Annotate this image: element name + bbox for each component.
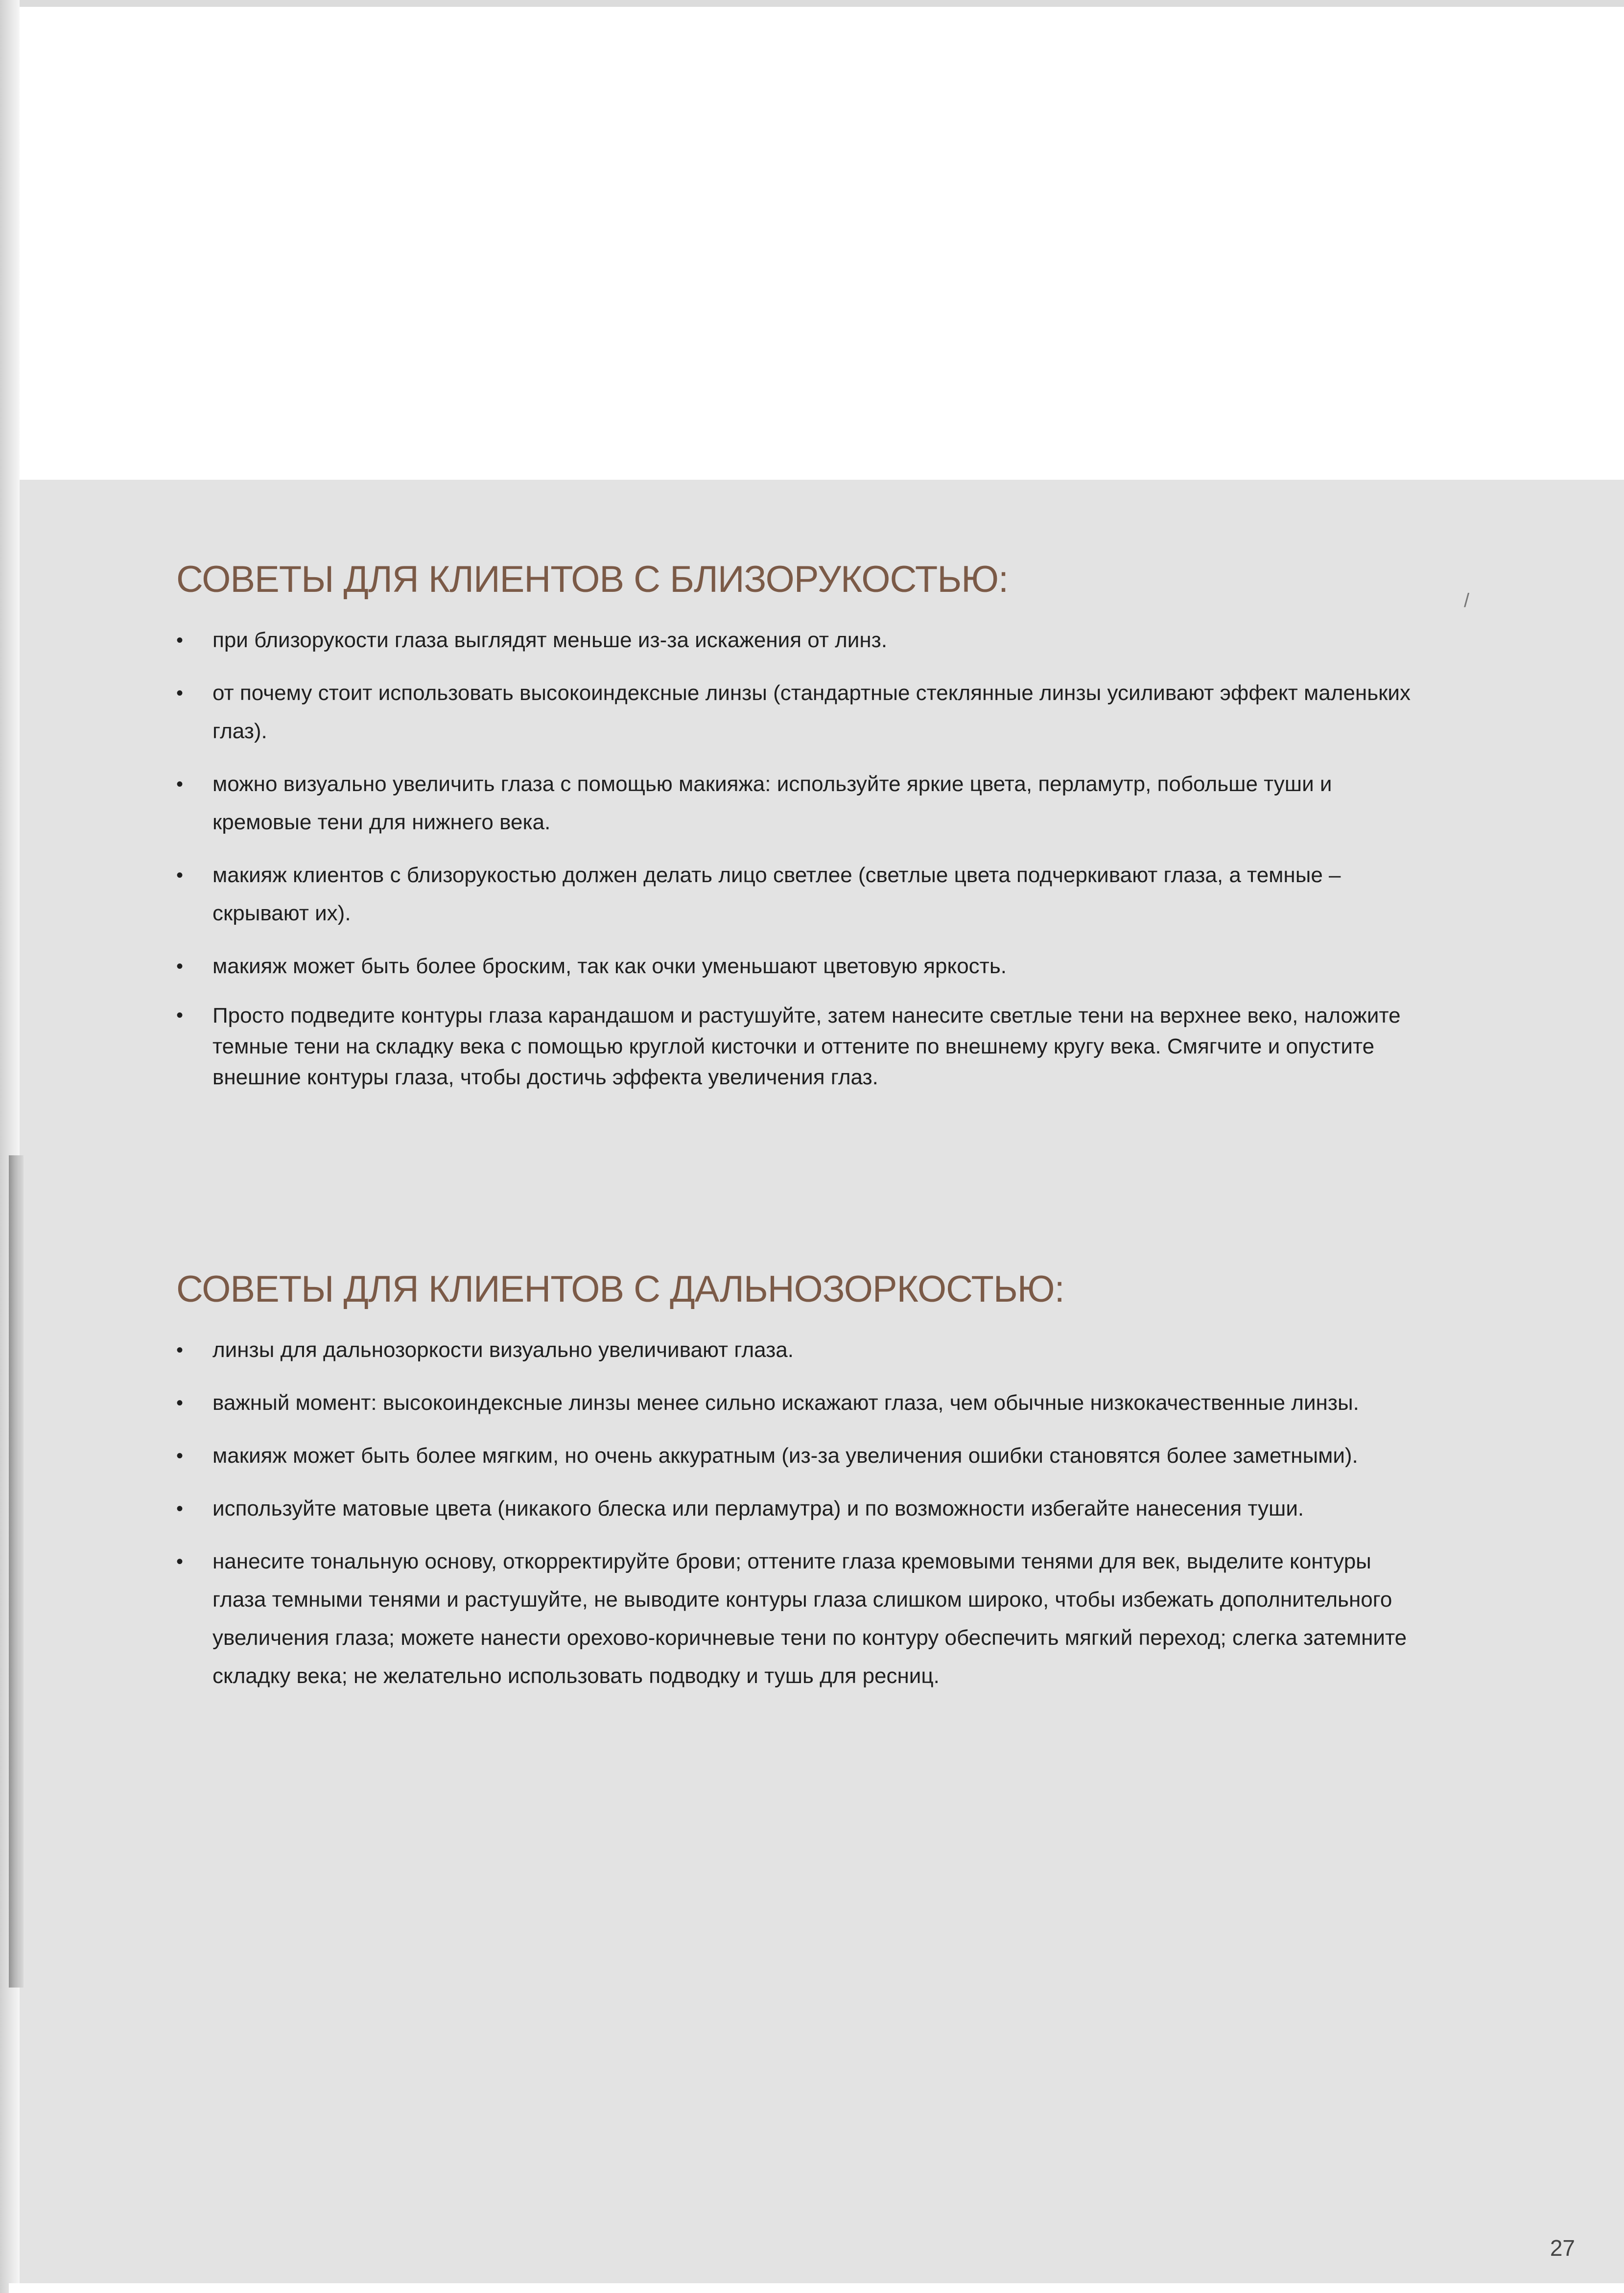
tip-text: Просто подведите контуры глаза карандашом и растушуйте, затем нанесите светлые тени на верхнее веко, наложите темные тени на складку века с помощью круглой кисточки и оттените по внешнему кругу века. Смягчите и опустите внешние контуры глаза, чтобы достичь эффекта увеличения глаз. [212, 1004, 1401, 1090]
list-item [176, 1437, 1420, 1475]
tip-text: нанесите тональную основу, откорректируйте брови; оттените глаза кремовыми тенями для век, выделите контуры глаза темными тенями и растушуйте, не выводите контуры глаза слишком широко, чтобы избежать дополнительного увеличения глаза; можете нанести орехово-коричневые тени по контуру обеспечить мягкий переход; слегка затемните складку века; не желательно использовать подводку и тушь для ресниц. [212, 1549, 1407, 1688]
bullet-icon: • [176, 1005, 184, 1027]
tip-text: используйте матовые цвета (никакого блеска или перламутра) и по возможности избегайте нанесения туши. [212, 1497, 1304, 1521]
bullet-icon: • [176, 1339, 184, 1361]
tips-list [176, 1331, 1420, 1695]
list-item [176, 1331, 1420, 1369]
tip-text: при близорукости глаза выглядят меньше из-за искажения от линз. [212, 628, 888, 653]
list-item [176, 1543, 1420, 1695]
bullet-icon: • [176, 956, 184, 978]
binding-shadow [9, 1155, 24, 1988]
tip-text: важный момент: высокоиндексные линзы менее сильно искажают глаза, чем обычные низкокачественные линзы. [212, 1391, 1359, 1415]
bullet-icon: • [176, 773, 184, 796]
list-item [176, 621, 1420, 659]
page-number: 27 [1550, 2235, 1575, 2261]
bullet-icon: • [176, 1498, 184, 1520]
section-hyperopia [176, 1268, 1420, 1710]
tip-text: макияж клиентов с близорукостью должен делать лицо светлее (светлые цвета подчеркивают глаза, а темные – скрывают их). [212, 863, 1341, 926]
list-item [176, 1490, 1420, 1528]
list-item [176, 947, 1420, 985]
list-item [176, 674, 1420, 750]
tips-list [176, 621, 1420, 1093]
section-myopia [176, 558, 1420, 1107]
page-top-blank [0, 0, 1624, 480]
bullet-icon: • [176, 1551, 184, 1573]
list-item [176, 1000, 1420, 1093]
section-title: СОВЕТЫ ДЛЯ КЛИЕНТОВ С ДАЛЬНОЗОРКОСТЬЮ: [176, 1268, 1064, 1310]
bottom-margin [9, 2283, 1624, 2293]
tip-text: от почему стоит использовать высокоиндексные линзы (стандартные стеклянные линзы усиливают эффект маленьких глаз). [212, 681, 1411, 744]
tip-text: линзы для дальнозоркости визуально увеличивают глаза. [212, 1338, 794, 1362]
tip-text: макияж может быть более броским, так как очки уменьшают цветовую яркость. [212, 954, 1007, 979]
bullet-icon: • [176, 682, 184, 704]
section-title: СОВЕТЫ ДЛЯ КЛИЕНТОВ С БЛИЗОРУКОСТЬЮ: [176, 559, 1009, 600]
tip-text: можно визуально увеличить глаза с помощью макияжа: используйте яркие цвета, перламутр, побольше туши и кремовые тени для нижнего века. [212, 772, 1332, 835]
bullet-icon: • [176, 865, 184, 887]
scan-speck: / [1464, 590, 1470, 611]
tip-text: макияж может быть более мягким, но очень аккуратным (из-за увеличения ошибки становятся более заметными). [212, 1444, 1358, 1468]
bullet-icon: • [176, 1445, 184, 1467]
list-item [176, 765, 1420, 842]
bullet-icon: • [176, 1392, 184, 1414]
bullet-icon: • [176, 630, 184, 652]
list-item [176, 856, 1420, 933]
list-item [176, 1384, 1420, 1422]
